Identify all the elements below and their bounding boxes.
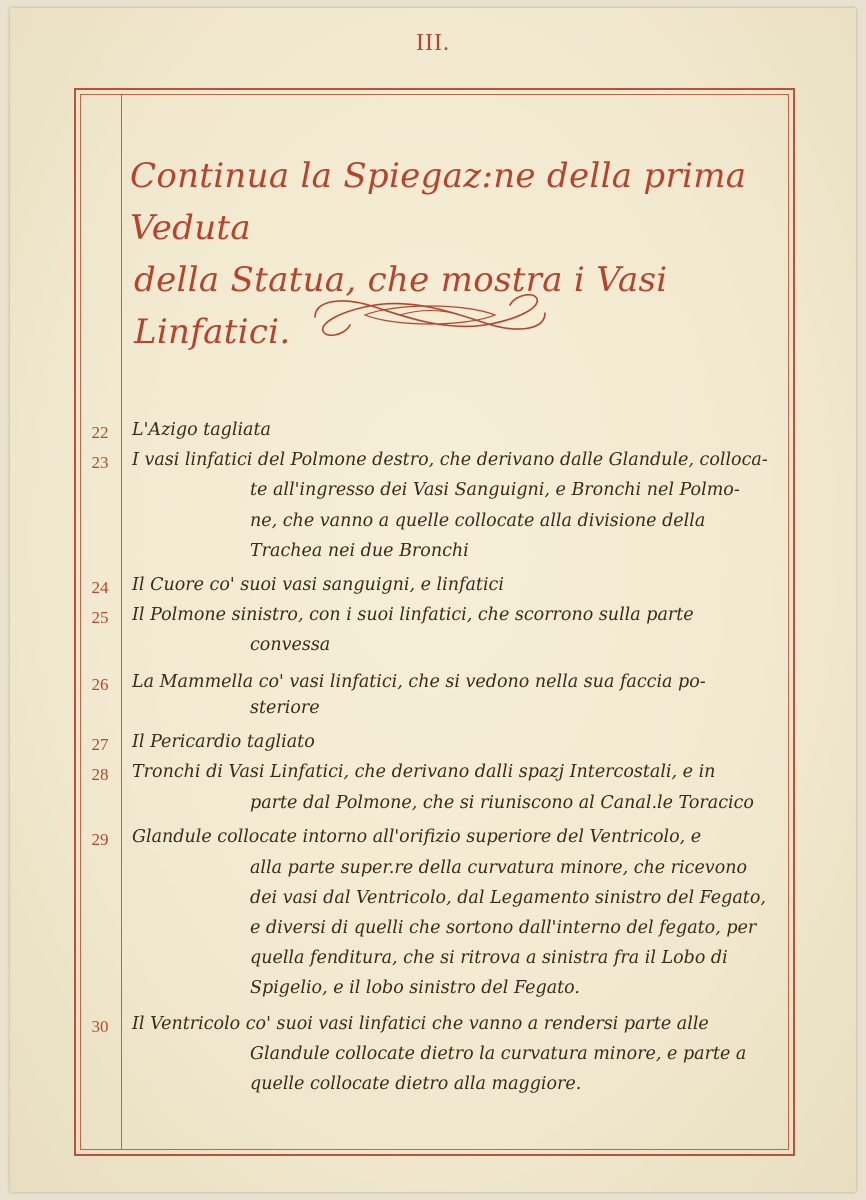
entry-28-line-1: Tronchi di Vasi Linfatici, che derivano dalli spazj Intercostali, e in	[132, 762, 716, 782]
entry-number-24: 24	[91, 578, 109, 597]
entry-number-22: 22	[91, 423, 109, 442]
decorative-flourish-icon	[305, 285, 555, 345]
entry-23-line-2: te all'ingresso dei Vasi Sanguigni, e Bronchi nel Polmo-	[250, 480, 740, 500]
entry-24-line-1: Il Cuore co' suoi vasi sanguigni, e linfatici	[132, 575, 504, 595]
entry-22-line-1: L'Azigo tagliata	[132, 420, 271, 440]
entry-23-line-3: ne, che vanno a quelle collocate alla divisione della	[250, 511, 706, 531]
entry-number-29: 29	[91, 830, 109, 849]
entry-number-25: 25	[91, 608, 109, 627]
entry-29-line-2: alla parte super.re della curvatura minore, che ricevono	[250, 858, 748, 878]
entry-26-line-1: La Mammella co' vasi linfatici, che si vedono nella sua faccia po-	[132, 672, 706, 692]
entry-number-28: 28	[91, 765, 109, 784]
entry-29-line-3: dei vasi dal Ventricolo, dal Legamento sinistro del Fegato,	[250, 888, 766, 908]
entry-30-line-2: Glandule collocate dietro la curvatura minore, e parte a	[250, 1044, 747, 1064]
entry-29-line-5: quella fenditura, che si ritrova a sinistra fra il Lobo di	[250, 948, 728, 968]
entry-29-line-4: e diversi di quelli che sortono dall'interno del fegato, per	[250, 918, 757, 938]
entry-23-line-4: Trachea nei due Bronchi	[250, 541, 469, 561]
entry-25-line-1: Il Polmone sinistro, con i suoi linfatici, che scorrono sulla parte	[132, 605, 694, 625]
entry-30-line-3: quelle collocate dietro alla maggiore.	[250, 1074, 582, 1094]
page-number: III.	[416, 30, 450, 56]
entry-27-line-1: Il Pericardio tagliato	[132, 732, 315, 752]
entry-29-line-6: Spigelio, e il lobo sinistro del Fegato.	[250, 978, 580, 998]
entry-number-30: 30	[91, 1017, 109, 1036]
title-line-1: Continua la Spiegaz:ne della prima Veduta	[130, 156, 747, 248]
entry-28-line-2: parte dal Polmone, che si riuniscono al Canal.le Toracico	[250, 793, 754, 813]
entry-23-line-1: I vasi linfatici del Polmone destro, che derivano dalle Glandule, colloca-	[132, 450, 768, 470]
entry-26-line-2: steriore	[250, 698, 320, 718]
entry-number-27: 27	[91, 735, 109, 754]
entry-25-line-2: convessa	[250, 635, 331, 655]
margin-rule	[121, 94, 122, 1150]
entry-number-26: 26	[91, 675, 109, 694]
entry-30-line-1: Il Ventricolo co' suoi vasi linfatici che vanno a rendersi parte alle	[132, 1014, 709, 1034]
entry-29-line-1: Glandule collocate intorno all'orifizio superiore del Ventricolo, e	[132, 827, 702, 847]
title-line-2: della Statua, che mostra i Vasi Linfatici.	[134, 260, 668, 352]
entry-number-23: 23	[91, 453, 109, 472]
